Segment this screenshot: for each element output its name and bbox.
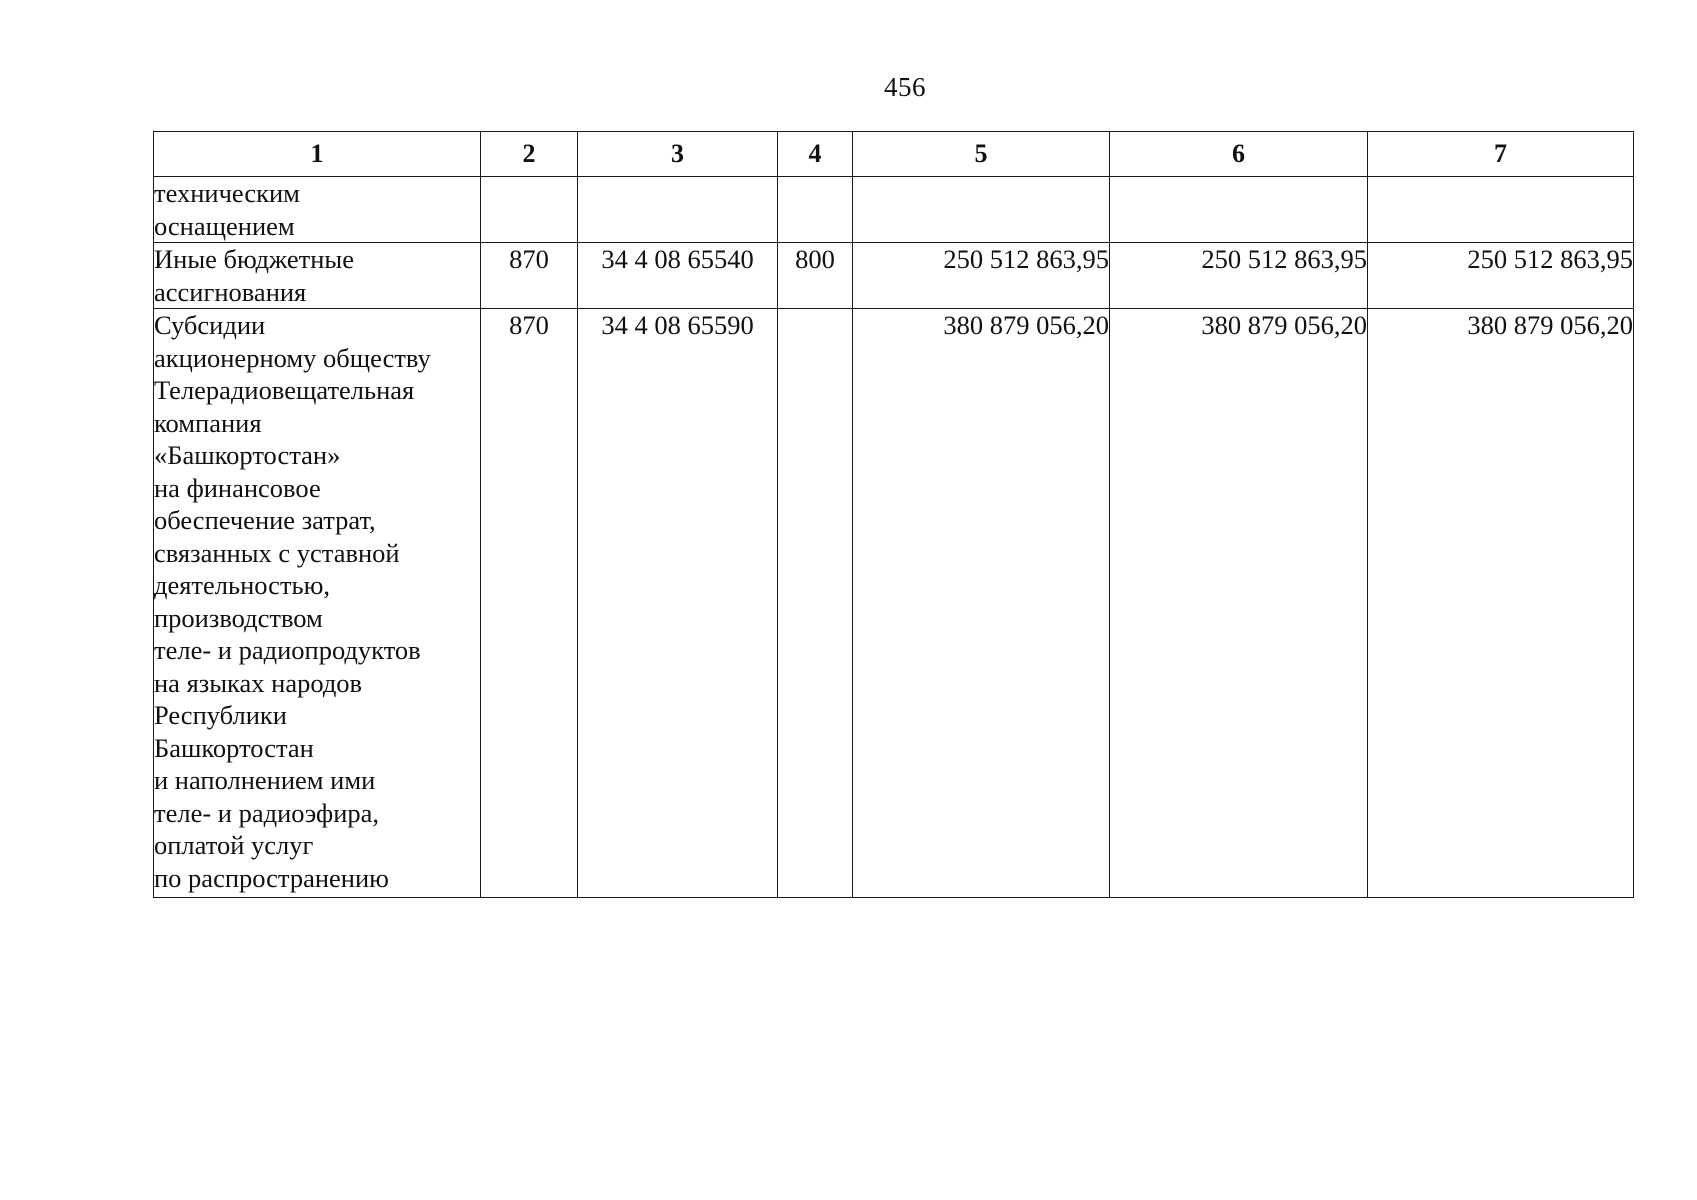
- row-cell-col6: [1110, 177, 1368, 243]
- row-name-line: деятельностью,: [154, 570, 331, 600]
- row-cell-col3: 34 4 08 65590: [578, 309, 778, 898]
- row-name-line: теле- и радиоэфира,: [154, 797, 380, 828]
- row-name-line: оснащением: [154, 210, 295, 241]
- row-cell-col3: [578, 177, 778, 243]
- row-name-line: Субсидии: [154, 310, 266, 340]
- row-name-line: техническим: [154, 178, 300, 208]
- header-row: [154, 132, 1634, 177]
- row-name-line: на языках народов: [154, 667, 363, 698]
- budget-table: [153, 131, 1634, 898]
- row-cell-col2: [481, 177, 578, 243]
- row-cell-col4: [778, 177, 853, 243]
- row-name-line: обеспечение затрат,: [154, 505, 376, 535]
- row-name-line: оплатой услуг: [154, 830, 314, 860]
- row-name-line: производством: [154, 602, 323, 633]
- table-row: [154, 243, 1634, 309]
- row-cell-col7: 380 879 056,20: [1368, 309, 1634, 898]
- column-header-2: 2: [481, 132, 578, 177]
- row-name-line: Телерадиовещательная: [154, 375, 415, 405]
- row-cell-col4: 800: [778, 243, 853, 309]
- page-number: 456: [884, 72, 926, 102]
- row-name-cell: [154, 309, 481, 898]
- row-cell-col5: 250 512 863,95: [853, 243, 1110, 309]
- row-name-line: на финансовое: [154, 472, 321, 503]
- table-row: [154, 309, 1634, 898]
- row-name-line: по распространению: [154, 862, 389, 893]
- row-cell-col7: 250 512 863,95: [1368, 243, 1634, 309]
- row-name-line: акционерному обществу: [154, 342, 431, 373]
- row-name-line: теле- и радиопродуктов: [154, 635, 421, 665]
- column-header-7: 7: [1368, 132, 1634, 177]
- row-cell-col4: [778, 309, 853, 898]
- row-name-line: связанных с уставной: [154, 537, 400, 568]
- row-name-line: Иные бюджетные: [154, 244, 354, 274]
- row-cell-col2: 870: [481, 243, 578, 309]
- row-name-cell: [154, 177, 481, 243]
- row-cell-col5: [853, 177, 1110, 243]
- row-cell-col6: 250 512 863,95: [1110, 243, 1368, 309]
- table-row: [154, 177, 1634, 243]
- row-name-line: компания: [154, 407, 262, 438]
- row-cell-col3: 34 4 08 65540: [578, 243, 778, 309]
- column-header-1: 1: [154, 132, 481, 177]
- column-header-5: 5: [853, 132, 1110, 177]
- row-name-line: «Башкортостан»: [154, 440, 341, 470]
- row-name-line: Башкортостан: [154, 732, 314, 763]
- row-cell-col5: 380 879 056,20: [853, 309, 1110, 898]
- row-name-cell: [154, 243, 481, 309]
- column-header-4: 4: [778, 132, 853, 177]
- row-cell-col2: 870: [481, 309, 578, 898]
- row-name-line: ассигнования: [154, 276, 307, 307]
- row-cell-col6: 380 879 056,20: [1110, 309, 1368, 898]
- column-header-3: 3: [578, 132, 778, 177]
- row-cell-col7: [1368, 177, 1634, 243]
- row-name-line: Республики: [154, 700, 287, 730]
- row-name-line: и наполнением ими: [154, 765, 376, 795]
- column-header-6: 6: [1110, 132, 1368, 177]
